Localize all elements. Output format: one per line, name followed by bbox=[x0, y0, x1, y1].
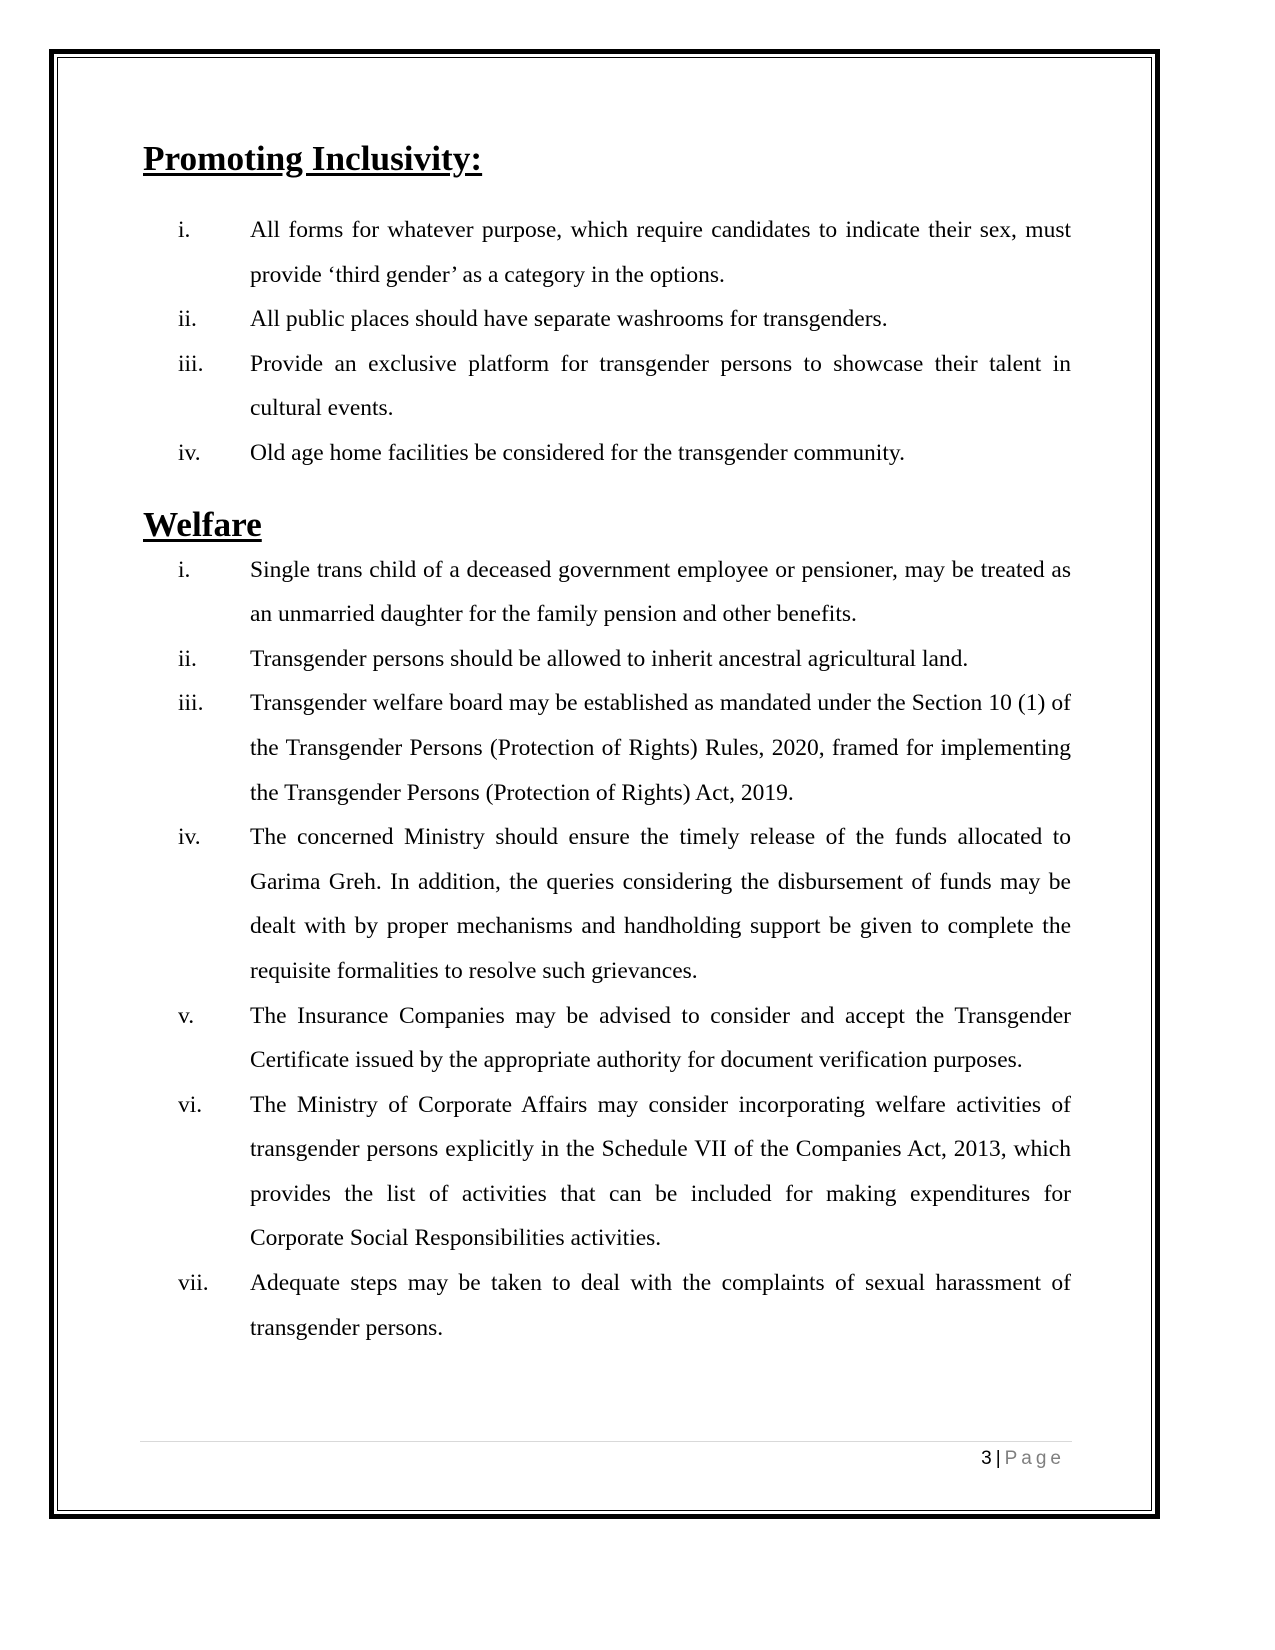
list-item bbox=[143, 297, 1071, 342]
list-number: vii. bbox=[178, 1270, 209, 1297]
list-item bbox=[143, 342, 1071, 431]
list-item bbox=[143, 637, 1071, 682]
list-item bbox=[143, 815, 1071, 993]
section-heading-inclusivity: Promoting Inclusivity: bbox=[143, 139, 483, 178]
footer-separator: | bbox=[995, 1448, 1001, 1469]
list-number: v. bbox=[178, 1002, 195, 1029]
page-label: Page bbox=[1004, 1448, 1065, 1469]
inclusivity-list bbox=[143, 208, 1071, 476]
list-number: vi. bbox=[178, 1091, 203, 1118]
list-text: The Ministry of Corporate Affairs may consider incorporating welfare activities of transgender persons explicitly in the Schedule VII of the Companies Act, 2013, which provides the list of activities that can be included for making expenditures for Corporate Social Responsibilities activities. bbox=[250, 1091, 1071, 1252]
section-heading-welfare: Welfare bbox=[143, 504, 262, 544]
list-item bbox=[143, 1083, 1071, 1261]
list-text: The Insurance Companies may be advised to consider and accept the Transgender Certificate issued by the appropriate authority for document verification purposes. bbox=[250, 1002, 1071, 1074]
list-text: Old age home facilities be considered for the transgender community. bbox=[250, 439, 905, 466]
list-text: Single trans child of a deceased government employee or pensioner, may be treated as an unmarried daughter for the family pension and other benefits. bbox=[250, 556, 1071, 628]
list-number: ii. bbox=[178, 645, 197, 672]
list-item bbox=[143, 208, 1071, 297]
list-item bbox=[143, 548, 1071, 637]
list-text: The concerned Ministry should ensure the timely release of the funds allocated to Garima Greh. In addition, the queries considering the disbursement of funds may be dealt with by proper mechanisms and handholding support be given to complete the requisite formalities to resolve such grievances. bbox=[250, 824, 1071, 984]
list-number: iv. bbox=[178, 439, 201, 466]
list-number: iv. bbox=[178, 824, 201, 851]
list-number: ii. bbox=[178, 306, 197, 333]
list-text: All forms for whatever purpose, which require candidates to indicate their sex, must provide ‘third gender’ as a category in the options. bbox=[250, 217, 1071, 288]
welfare-list bbox=[143, 548, 1071, 1351]
list-text: Transgender persons should be allowed to inherit ancestral agricultural land. bbox=[250, 645, 969, 672]
list-text: Adequate steps may be taken to deal with the complaints of sexual harassment of transgender persons. bbox=[250, 1270, 1071, 1341]
list-item bbox=[143, 431, 1071, 476]
list-number: iii. bbox=[178, 350, 204, 377]
list-text: Transgender welfare board may be established as mandated under the Section 10 (1) of the Transgender Persons (Protection of Rights) Rules, 2020, framed for implementing the Transgender Persons (Protection of Rights) Act, 2019. bbox=[250, 690, 1071, 806]
list-number: i. bbox=[178, 556, 191, 583]
list-number: iii. bbox=[178, 690, 204, 717]
list-item bbox=[143, 994, 1071, 1083]
list-item bbox=[143, 1261, 1071, 1350]
list-text: All public places should have separate washrooms for transgenders. bbox=[250, 306, 888, 333]
list-number: i. bbox=[178, 217, 191, 243]
page-number: 3 bbox=[981, 1448, 992, 1469]
document-body bbox=[143, 140, 1071, 1350]
page-footer bbox=[981, 1447, 1065, 1471]
list-item bbox=[143, 681, 1071, 815]
footer-divider bbox=[140, 1441, 1072, 1442]
list-text: Provide an exclusive platform for transgender persons to showcase their talent in cultural events. bbox=[250, 350, 1071, 422]
